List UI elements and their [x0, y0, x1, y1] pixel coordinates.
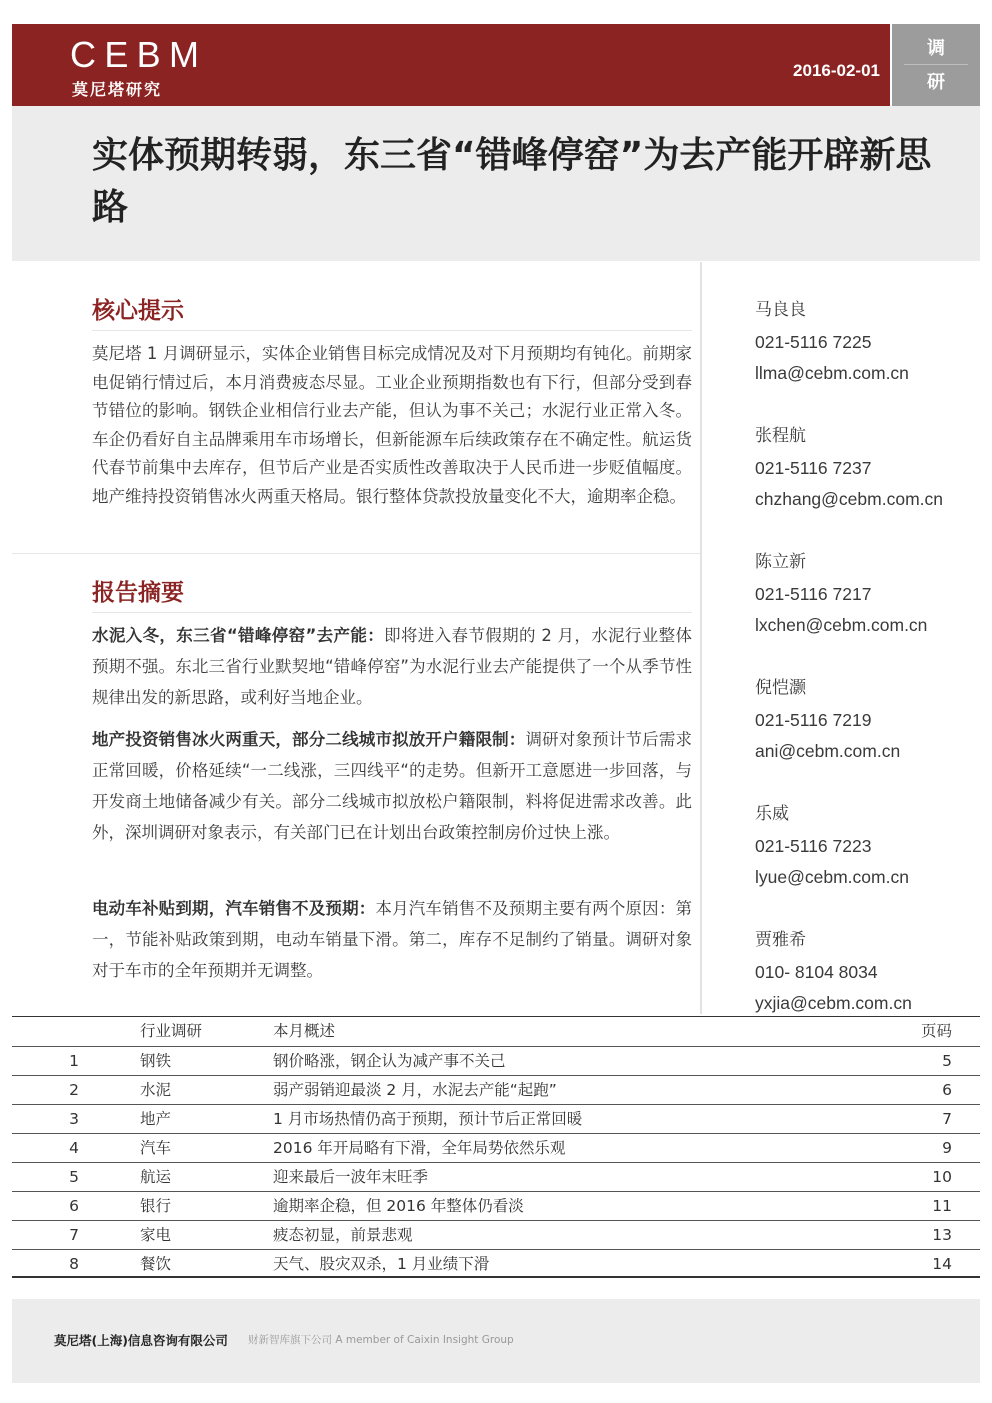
contact-card [755, 800, 985, 895]
row-summary: 2016 年开局略有下滑，全年局势依然乐观 [273, 1139, 566, 1157]
row-index: 1 [69, 1052, 79, 1070]
report-date: 2016-02-01 [793, 61, 880, 80]
contact-email[interactable]: llma@cebm.com.cn [755, 363, 909, 383]
contact-name: 张程航 [755, 426, 806, 446]
row-industry: 钢铁 [140, 1052, 172, 1070]
contact-card [755, 926, 985, 1021]
paragraph-lead: 地产投资销售冰火两重天，部分二线城市拟放开户籍限制： [92, 730, 526, 749]
paragraph-lead: 电动车补贴到期，汽车销售不及预期： [92, 899, 376, 918]
contact-phone: 021-5116 7217 [755, 583, 872, 604]
paragraph-body: 本月汽车销售不及预期主要有两个原因：第一，节能补贴政策到期，电动车销量下滑。第二，库存不足制约了销量。调研对象对于车市的全年预期并无调整。 [92, 899, 693, 980]
title-band [12, 106, 980, 261]
contact-name: 贾雅希 [755, 930, 806, 950]
row-index: 6 [69, 1197, 79, 1215]
cebm-logo-mark [70, 36, 202, 72]
logo-text: CEBM [70, 36, 200, 72]
row-industry: 水泥 [140, 1081, 172, 1099]
section-separator [12, 553, 700, 554]
logo-subtitle: 莫尼塔研究 [72, 80, 163, 99]
header-bar [12, 24, 892, 106]
row-industry: 银行 [140, 1197, 172, 1215]
table-row [12, 1104, 980, 1133]
header-page: 页码 [920, 1022, 952, 1040]
abstract-paragraph-realestate [92, 724, 692, 848]
row-summary: 迎来最后一波年末旺季 [273, 1168, 429, 1186]
table-row [12, 1249, 980, 1278]
contact-name: 陈立新 [755, 552, 806, 572]
row-index: 4 [69, 1139, 79, 1157]
column-divider [700, 262, 702, 1014]
footer-tagline: 财新智库旗下公司 A member of Caixin Insight Group [248, 1334, 514, 1346]
row-industry: 汽车 [140, 1139, 172, 1157]
row-index: 5 [69, 1168, 79, 1186]
row-index: 2 [69, 1081, 79, 1099]
doc-type-divider [904, 64, 968, 65]
table-header-row [12, 1018, 980, 1045]
contact-email[interactable]: yxjia@cebm.com.cn [755, 993, 912, 1013]
cebm-logo [70, 36, 220, 99]
paragraph-body: 即将进入春节假期的 2 月，水泥行业整体预期不强。东北三省行业默契地“错峰停窑”为水泥行业去产能提供了一个从季节性规律出发的新思路，或利好当地企业。 [92, 626, 692, 707]
contact-phone: 021-5116 7237 [755, 457, 872, 478]
row-index: 7 [69, 1226, 79, 1244]
section-rule [92, 612, 692, 613]
contact-name: 乐威 [755, 804, 789, 824]
contact-card [755, 548, 985, 643]
contact-card [755, 674, 985, 769]
row-summary: 疲态初显，前景悲观 [273, 1226, 413, 1244]
paragraph-lead: 水泥入冬，东三省“错峰停窑”去产能： [92, 626, 385, 645]
row-industry: 航运 [140, 1168, 172, 1186]
contact-email[interactable]: lxchen@cebm.com.cn [755, 615, 928, 635]
contact-email[interactable]: lyue@cebm.com.cn [755, 867, 909, 887]
row-page: 6 [942, 1081, 952, 1099]
table-row [12, 1075, 980, 1104]
contact-phone: 021-5116 7225 [755, 331, 872, 352]
row-page: 9 [942, 1139, 952, 1157]
table-row [12, 1220, 980, 1249]
doc-type-char-2: 研 [927, 72, 945, 93]
contact-email[interactable]: ani@cebm.com.cn [755, 741, 901, 761]
table-bottom-rule [12, 1276, 980, 1278]
abstract-section-title: 报告摘要 [92, 580, 184, 606]
table-top-rule [12, 1016, 980, 1017]
contact-phone: 021-5116 7223 [755, 835, 872, 856]
row-industry: 家电 [140, 1226, 172, 1244]
table-row [12, 1133, 980, 1162]
table-row [12, 1046, 980, 1075]
core-summary-text: 莫尼塔 1 月调研显示，实体企业销售目标完成情况及对下月预期均有钝化。前期家电促销行情过后，本月消费疲态尽显。工业企业预期指数也有下行，但部分受到春节错位的影响。钢铁企业相信行业去产能，但认为事不关己；水泥行业正常入冬。车企仍看好自主品牌乘用车市场增长，但新能源车后续政策存在不确定性。航运货代春节前集中去库存，但节后产业是否实质性改善取决于人民币进一步贬值幅度。地产维持投资销售冰火两重天格局。银行整体贷款投放量变化不大，逾期率企稳。 [92, 344, 692, 506]
row-index: 3 [69, 1110, 79, 1128]
row-industry: 地产 [140, 1110, 172, 1128]
row-summary: 钢价略涨，钢企认为减产事不关己 [273, 1052, 506, 1070]
table-row [12, 1162, 980, 1191]
doc-type-char-1: 调 [927, 38, 945, 59]
row-page: 14 [932, 1255, 952, 1273]
contact-email[interactable]: chzhang@cebm.com.cn [755, 489, 943, 509]
doc-type-badge [892, 24, 980, 106]
report-title: 实体预期转弱，东三省“错峰停窑”为去产能开辟新思路 [92, 135, 932, 228]
footer-company: 莫尼塔(上海)信息咨询有限公司 [54, 1333, 228, 1348]
core-section-title: 核心提示 [92, 298, 184, 324]
row-page: 10 [932, 1168, 952, 1186]
table-row [12, 1191, 980, 1220]
contact-name: 倪恺灏 [755, 678, 806, 698]
row-summary: 逾期率企稳，但 2016 年整体仍看淡 [273, 1197, 524, 1215]
abstract-paragraph-auto [92, 893, 692, 986]
row-summary: 弱产弱销迎最淡 2 月，水泥去产能“起跑” [273, 1081, 557, 1099]
page-footer [12, 1299, 980, 1383]
row-page: 7 [942, 1110, 952, 1128]
section-rule [92, 330, 692, 331]
contact-card [755, 422, 985, 517]
row-page: 5 [942, 1052, 952, 1070]
abstract-paragraph-cement [92, 620, 692, 713]
contact-phone: 010- 8104 8034 [755, 961, 878, 982]
row-page: 13 [932, 1226, 952, 1244]
row-summary: 天气、股灾双杀，1 月业绩下滑 [273, 1255, 490, 1273]
row-industry: 餐饮 [140, 1255, 172, 1273]
row-summary: 1 月市场热情仍高于预期，预计节后正常回暖 [273, 1110, 583, 1128]
contact-phone: 021-5116 7219 [755, 709, 872, 730]
contact-name: 马良良 [755, 300, 806, 320]
header-summary: 本月概述 [273, 1022, 336, 1040]
row-index: 8 [69, 1255, 79, 1273]
header-industry: 行业调研 [140, 1022, 203, 1040]
row-page: 11 [932, 1197, 952, 1215]
contact-card [755, 296, 985, 391]
paragraph-body: 调研对象预计节后需求正常回暖，价格延续“一二线涨，三四线平“的走势。但新开工意愿进一步回落，与开发商土地储备减少有关。部分二线城市拟放松户籍限制，料将促进需求改善。此外，深圳调研对象表示，有关部门已在计划出台政策控制房价过快上涨。 [92, 730, 693, 842]
